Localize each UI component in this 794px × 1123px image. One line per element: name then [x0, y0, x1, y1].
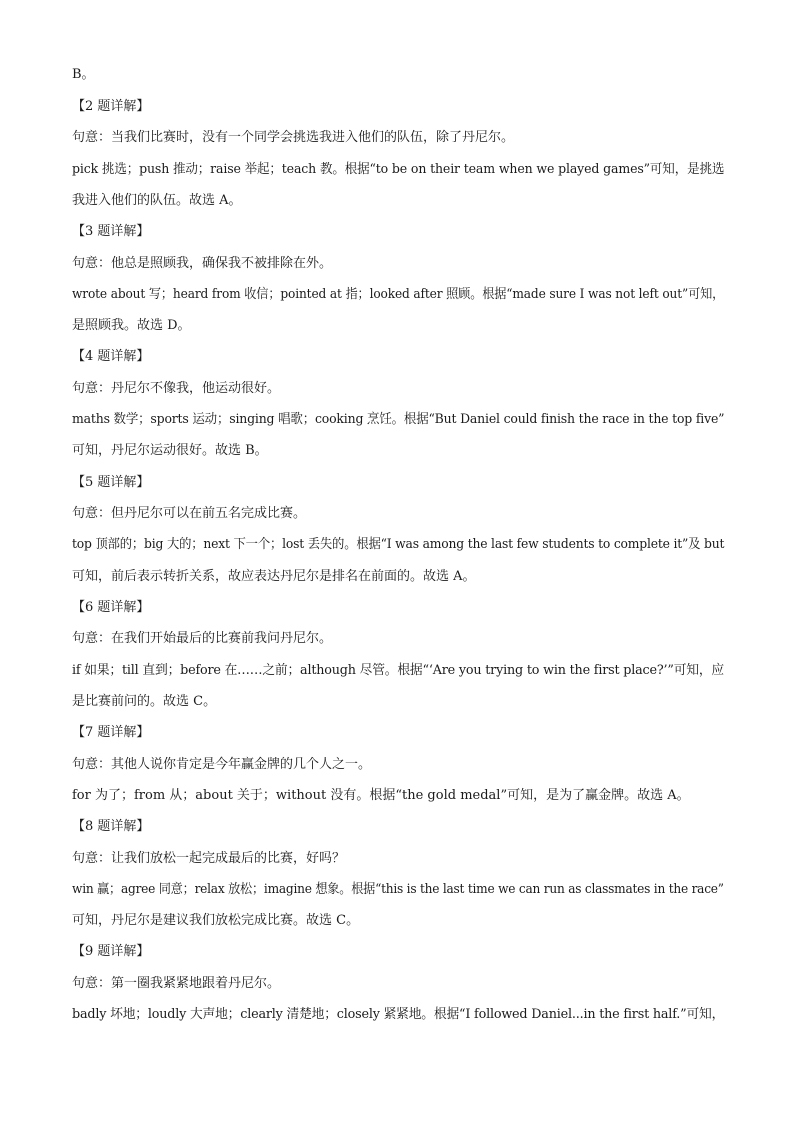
text-line: 可知，丹尼尔运动很好。故选 B。	[72, 443, 268, 458]
text-line: 句意：第一圈我紧紧地跟着丹尼尔。	[72, 976, 281, 991]
section-heading: 【4 题详解】	[72, 349, 150, 364]
text-line: 句意：丹尼尔不像我，他运动很好。	[72, 381, 281, 396]
text-line: wrote about 写；heard from 收信；pointed at 指；looked after 照顾。根据“made sure I was not left out”可知，	[72, 287, 725, 302]
text-line: win 赢；agree 同意；relax 放松；imagine 想象。根据“this is the last time we can run as classmates in the race”	[72, 882, 724, 897]
text-line: 是比赛前问的。故选 C。	[72, 694, 217, 709]
text-line: 句意：在我们开始最后的比赛前我问丹尼尔。	[72, 631, 333, 646]
text-line: if 如果；till 直到；before 在……之前；although 尽管。根据“‘Are you trying to win the first place?’”可知，应	[72, 663, 724, 678]
section-heading: 【8 题详解】	[72, 819, 150, 834]
text-line: 句意：但丹尼尔可以在前五名完成比赛。	[72, 506, 307, 521]
text-line: top 顶部的；big 大的；next 下一个；lost 丢失的。根据“I was among the last few students to complete it”及 but	[72, 537, 725, 552]
text-line: 句意：其他人说你肯定是今年赢金牌的几个人之一。	[72, 757, 372, 772]
section-heading: 【5 题详解】	[72, 475, 150, 490]
text-line: 可知，前后表示转折关系，故应表达丹尼尔是排名在前面的。故选 A。	[72, 569, 476, 584]
section-heading: 【2 题详解】	[72, 99, 150, 114]
text-line: 是照顾我。故选 D。	[72, 318, 191, 333]
text-line: badly 坏地；loudly 大声地；clearly 清楚地；closely 紧紧地。根据“I followed Daniel...in the first half.”可知，	[72, 1007, 725, 1022]
text-line: maths 数学；sports 运动；singing 唱歌；cooking 烹饪。根据“But Daniel could finish the race in the top five”	[72, 412, 725, 427]
text-line: for 为了；from 从；about 关于；without 没有。根据“the gold medal”可知，是为了赢金牌。故选 A。	[72, 788, 690, 803]
text-line: 可知，丹尼尔是建议我们放松完成比赛。故选 C。	[72, 913, 360, 928]
text-line: B。	[72, 67, 95, 82]
section-heading: 【3 题详解】	[72, 224, 150, 239]
text-line: 句意：他总是照顾我，确保我不被排除在外。	[72, 256, 333, 271]
text-line: pick 挑选；push 推动；raise 举起；teach 教。根据“to be on their team when we played games”可知，是挑选	[72, 162, 725, 177]
section-heading: 【6 题详解】	[72, 600, 150, 615]
section-heading: 【7 题详解】	[72, 725, 150, 740]
section-heading: 【9 题详解】	[72, 944, 150, 959]
text-line: 我进入他们的队伍。故选 A。	[72, 193, 242, 208]
text-line: 句意：让我们放松一起完成最后的比赛，好吗？	[72, 851, 346, 866]
text-line: 句意：当我们比赛时，没有一个同学会挑选我进入他们的队伍，除了丹尼尔。	[72, 130, 515, 145]
